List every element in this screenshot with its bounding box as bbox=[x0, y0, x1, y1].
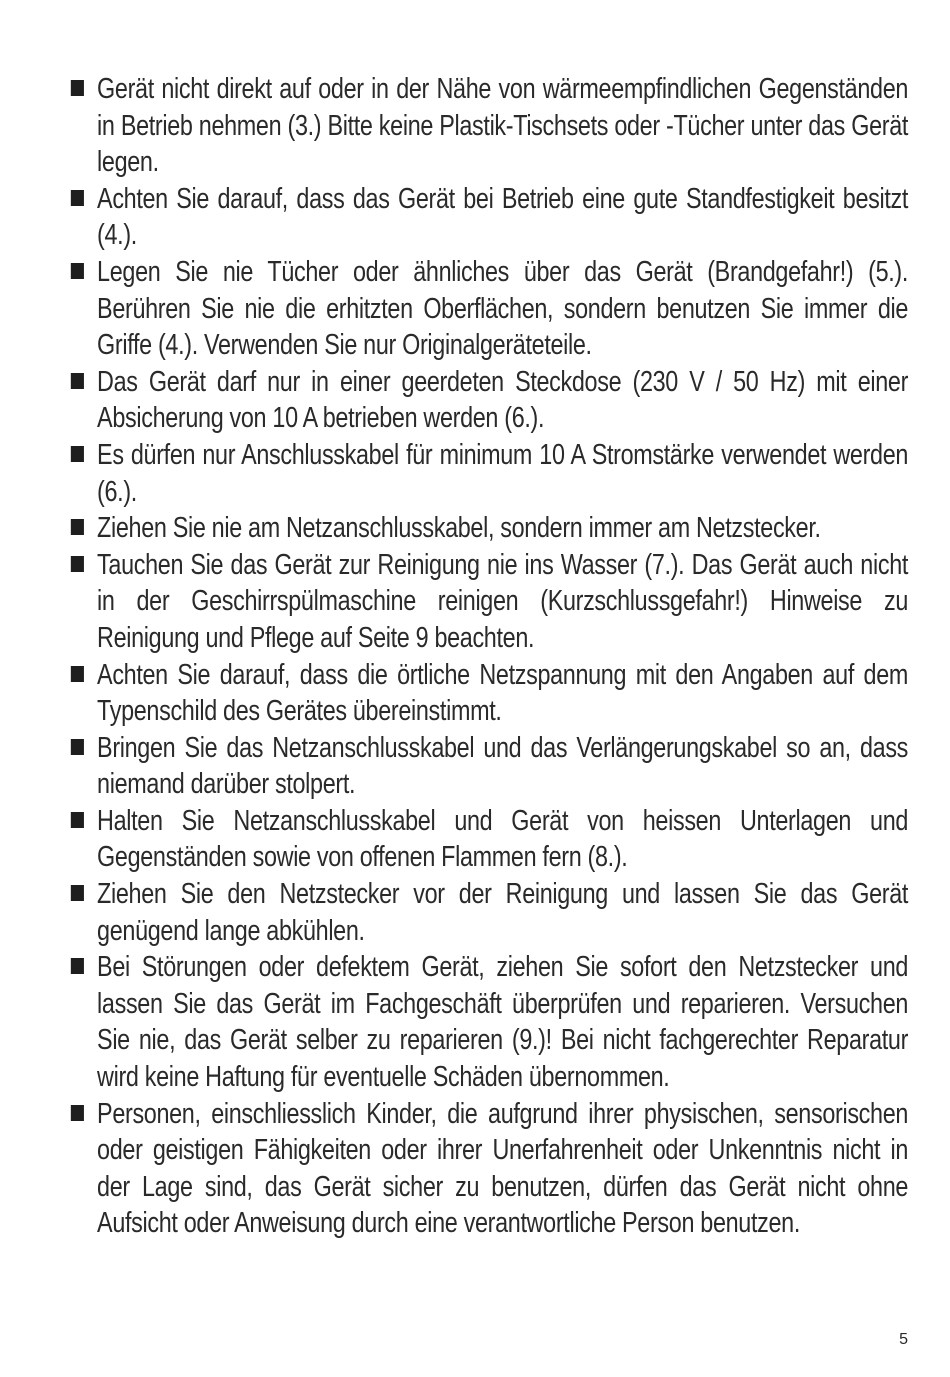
list-item-text: Das Gerät darf nur in einer geerdeten Steckdose (230 V / 50 Hz) mit einer Absicherung von 10 A betrieben werden (6.). bbox=[97, 365, 909, 435]
list-item-text: Achten Sie darauf, dass die örtliche Netzspannung mit den Angaben auf dem Typenschild des Gerätes übereinstimmt. bbox=[97, 658, 909, 728]
list-item bbox=[70, 71, 908, 181]
list-item bbox=[70, 730, 908, 803]
square-bullet-icon bbox=[71, 556, 84, 572]
square-bullet-icon bbox=[71, 190, 84, 206]
square-bullet-icon bbox=[71, 958, 84, 974]
square-bullet-icon bbox=[71, 1105, 84, 1121]
list-item-text: Achten Sie darauf, dass das Gerät bei Betrieb eine gute Standfestigkeit besitzt (4.). bbox=[97, 182, 909, 252]
list-item bbox=[70, 254, 908, 364]
list-item bbox=[70, 437, 908, 510]
list-item bbox=[70, 657, 908, 730]
list-item-text: Tauchen Sie das Gerät zur Reinigung nie ins Wasser (7.). Das Gerät auch nicht in der Geschirrspülmaschine reinigen (Kurzschlussgefahr!) Hinweise zu Reinigung und Pflege auf Seite 9 beachten. bbox=[97, 548, 909, 654]
safety-instructions-list bbox=[70, 71, 908, 1242]
list-item-text: Es dürfen nur Anschlusskabel für minimum 10 A Stromstärke verwendet werden (6.). bbox=[97, 438, 909, 508]
square-bullet-icon bbox=[71, 885, 84, 901]
list-item bbox=[70, 364, 908, 437]
square-bullet-icon bbox=[71, 373, 84, 389]
square-bullet-icon bbox=[71, 446, 84, 462]
page-number: 5 bbox=[899, 1331, 908, 1348]
list-item-text: Ziehen Sie den Netzstecker vor der Reinigung und lassen Sie das Gerät genügend lange abkühlen. bbox=[97, 878, 909, 947]
square-bullet-icon bbox=[71, 519, 84, 535]
list-item-text: Ziehen Sie nie am Netzanschlusskabel, sondern immer am Netzstecker. bbox=[97, 512, 821, 545]
list-item-text: Halten Sie Netzanschlusskabel und Gerät von heissen Unterlagen und Gegenständen sowie von offenen Flammen fern (8.). bbox=[97, 804, 909, 874]
list-item bbox=[70, 876, 908, 949]
square-bullet-icon bbox=[71, 739, 84, 755]
list-item bbox=[70, 181, 908, 254]
list-item bbox=[70, 949, 908, 1095]
list-item bbox=[70, 803, 908, 876]
list-item-text: Gerät nicht direkt auf oder in der Nähe von wärmeempfindlichen Gegenständen in Betrieb nehmen (3.) Bitte keine Plastik-Tischsets oder -Tücher unter das Gerät legen. bbox=[97, 73, 909, 179]
list-item-text: Bringen Sie das Netzanschlusskabel und das Verlängerungskabel so an, dass niemand darüber stolpert. bbox=[97, 731, 909, 801]
square-bullet-icon bbox=[71, 666, 84, 682]
list-item bbox=[70, 547, 908, 657]
square-bullet-icon bbox=[71, 812, 84, 828]
list-item-text: Bei Störungen oder defektem Gerät, ziehen Sie sofort den Netzstecker und lassen Sie das Gerät im Fachgeschäft überprüfen und reparieren. Versuchen Sie nie, das Gerät selber zu reparieren (9.)! Bei nicht fachgerechter Reparatur wird keine Haftung für eventuelle Schäden übernommen. bbox=[97, 951, 909, 1094]
list-item-text: Legen Sie nie Tücher oder ähnliches über das Gerät (Brandgefahr!) (5.). Berühren Sie nie die erhitzten Oberflächen, sondern benutzen Sie immer die Griffe (4.). Verwenden Sie nur Originalgeräteteile. bbox=[97, 255, 909, 362]
square-bullet-icon bbox=[71, 80, 84, 96]
square-bullet-icon bbox=[71, 263, 84, 279]
list-item bbox=[70, 1096, 908, 1242]
list-item-text: Personen, einschliesslich Kinder, die aufgrund ihrer physischen, sensorischen oder geistigen Fähigkeiten oder ihrer Unerfahrenheit oder Unkenntnis nicht in der Lage sind, das Gerät sicher zu benutzen, dürfen das Gerät nicht ohne Aufsicht oder Anweisung durch eine verantwortliche Person benutzen. bbox=[97, 1097, 909, 1240]
list-item bbox=[70, 510, 908, 547]
